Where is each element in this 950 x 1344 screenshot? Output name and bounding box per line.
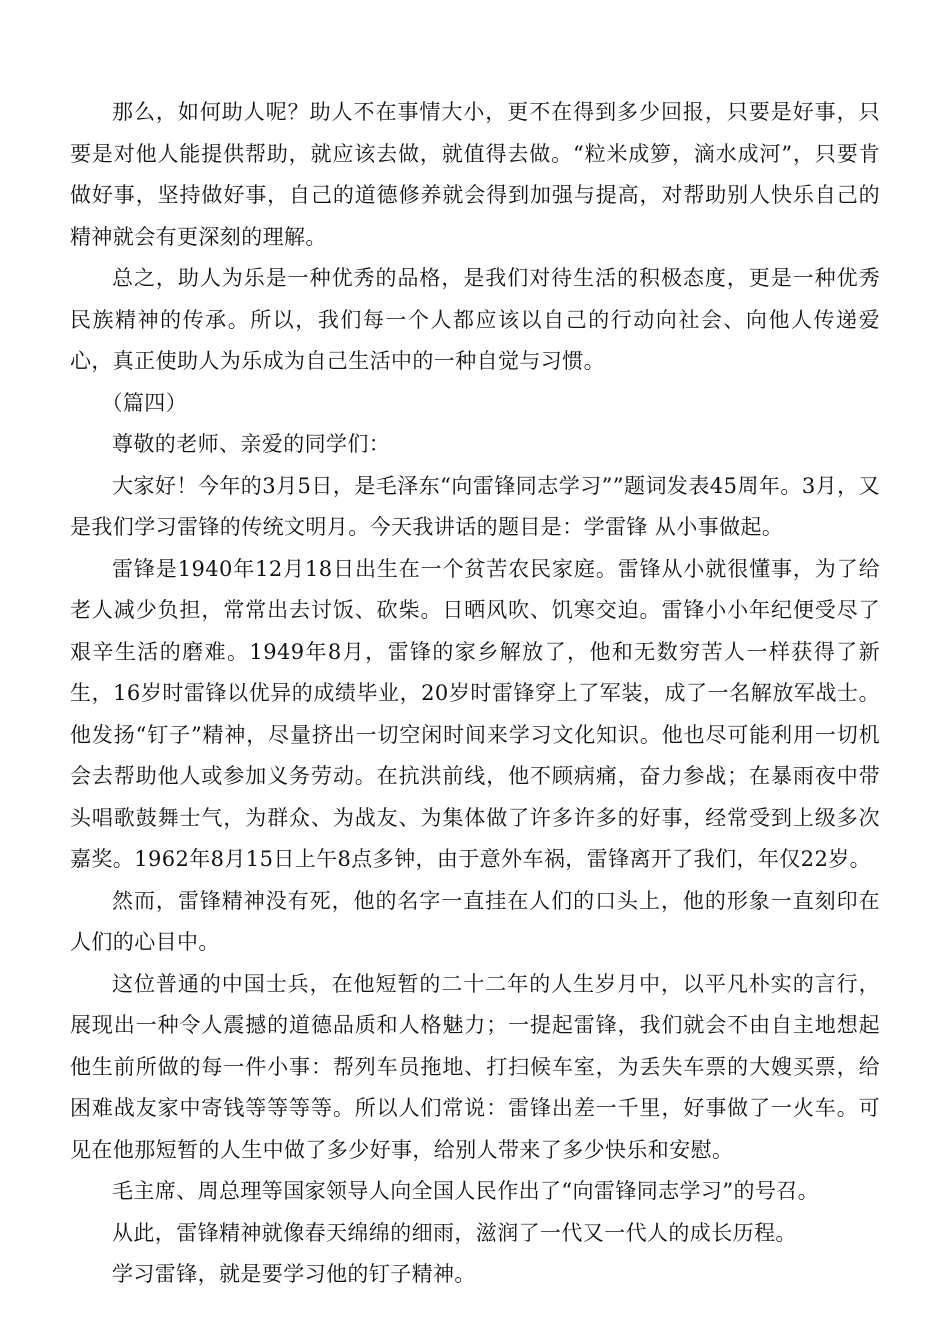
paragraph-spirit-lives-on: 然而，雷锋精神没有死，他的名字一直挂在人们的口头上，他的形象一直刻印在人们的心目中。 [70,888,880,954]
section-heading: （篇四） [101,390,188,415]
paragraph-lei-feng-biography: 雷锋是1940年12月18日出生在一个贫苦农民家庭。雷锋从小就很懂事，为了给老人减少负担，常常出去讨饭、砍柴。日晒风吹、饥寒交迫。雷锋小小年纪便受尽了艰辛生活的磨难。1949年8月，雷锋的家乡解放了，他和无数穷苦人一样获得了新生，16岁时雷锋以优异的成绩毕业，20岁时雷锋穿上了军装，成了一名解放军战士。他发扬“钉子”精神，尽量挤出一切空闲时间来学习文化知识。他也尽可能利用一切机会去帮助他人或参加义务劳动。在抗洪前线，他不顾病痛，奋力参战；在暴雨夜中带头唱歌鼓舞士气，为群众、为战友、为集体做了许多许多的好事，经常受到上级多次嘉奖。1962年8月15日上午8点多钟，由于意外车祸，雷锋离开了我们，年仅22岁。 [70,556,880,871]
speech-greeting: 大家好！今年的3月5日，是毛泽东“向雷锋同志学习””题词发表45周年。3月，又是我们学习雷锋的传统文明月。今天我讲话的题目是：学雷锋 从小事做起。 [70,473,880,539]
paragraph-nail-spirit: 学习雷锋，就是要学习他的钉子精神。 [112,1262,476,1286]
speech-salutation: 尊敬的老师、亲爱的同学们： [112,432,391,456]
paragraph-spring-rain: 从此，雷锋精神就像春天绵绵的细雨，滋润了一代又一代人的成长历程。 [112,1220,797,1245]
paragraph-conclusion: 总之，助人为乐是一种优秀的品格，是我们对待生活的积极态度，更是一种优秀民族精神的传承。所以，我们每一个人都应该以自己的行动向社会、向他人传递爱心，真正使助人为乐成为自己生活中的一种自觉与习惯。 [70,266,880,373]
paragraph-chairman-call: 毛主席、周总理等国家领导人向全国人民作出了“向雷锋同志学习”的号召。 [112,1179,820,1203]
paragraph-ordinary-soldier: 这位普通的中国士兵，在他短暂的二十二年的人生岁月中，以平凡朴实的言行，展现出一种令人震撼的道德品质和人格魅力；一提起雷锋，我们就会不由自主地想起他生前所做的每一件小事：帮列车员拖地、打扫候车室，为丢失车票的大嫂买票，给困难战友家中寄钱等等等等。所以人们常说：雷锋出差一千里，好事做了一火车。可见在他那短暂的人生中做了多少好事，给别人带来了多少快乐和安慰。 [70,971,880,1162]
document-body [70,92,880,1296]
paragraph-how-to-help: 那么，如何助人呢？助人不在事情大小，更不在得到多少回报，只要是好事，只要是对他人能提供帮助，就应该去做，就值得去做。“粒米成箩，滴水成河”，只要肯做好事，坚持做好事，自己的道德修养就会得到加强与提高，对帮助别人快乐自己的精神就会有更深刻的理解。 [70,100,880,249]
